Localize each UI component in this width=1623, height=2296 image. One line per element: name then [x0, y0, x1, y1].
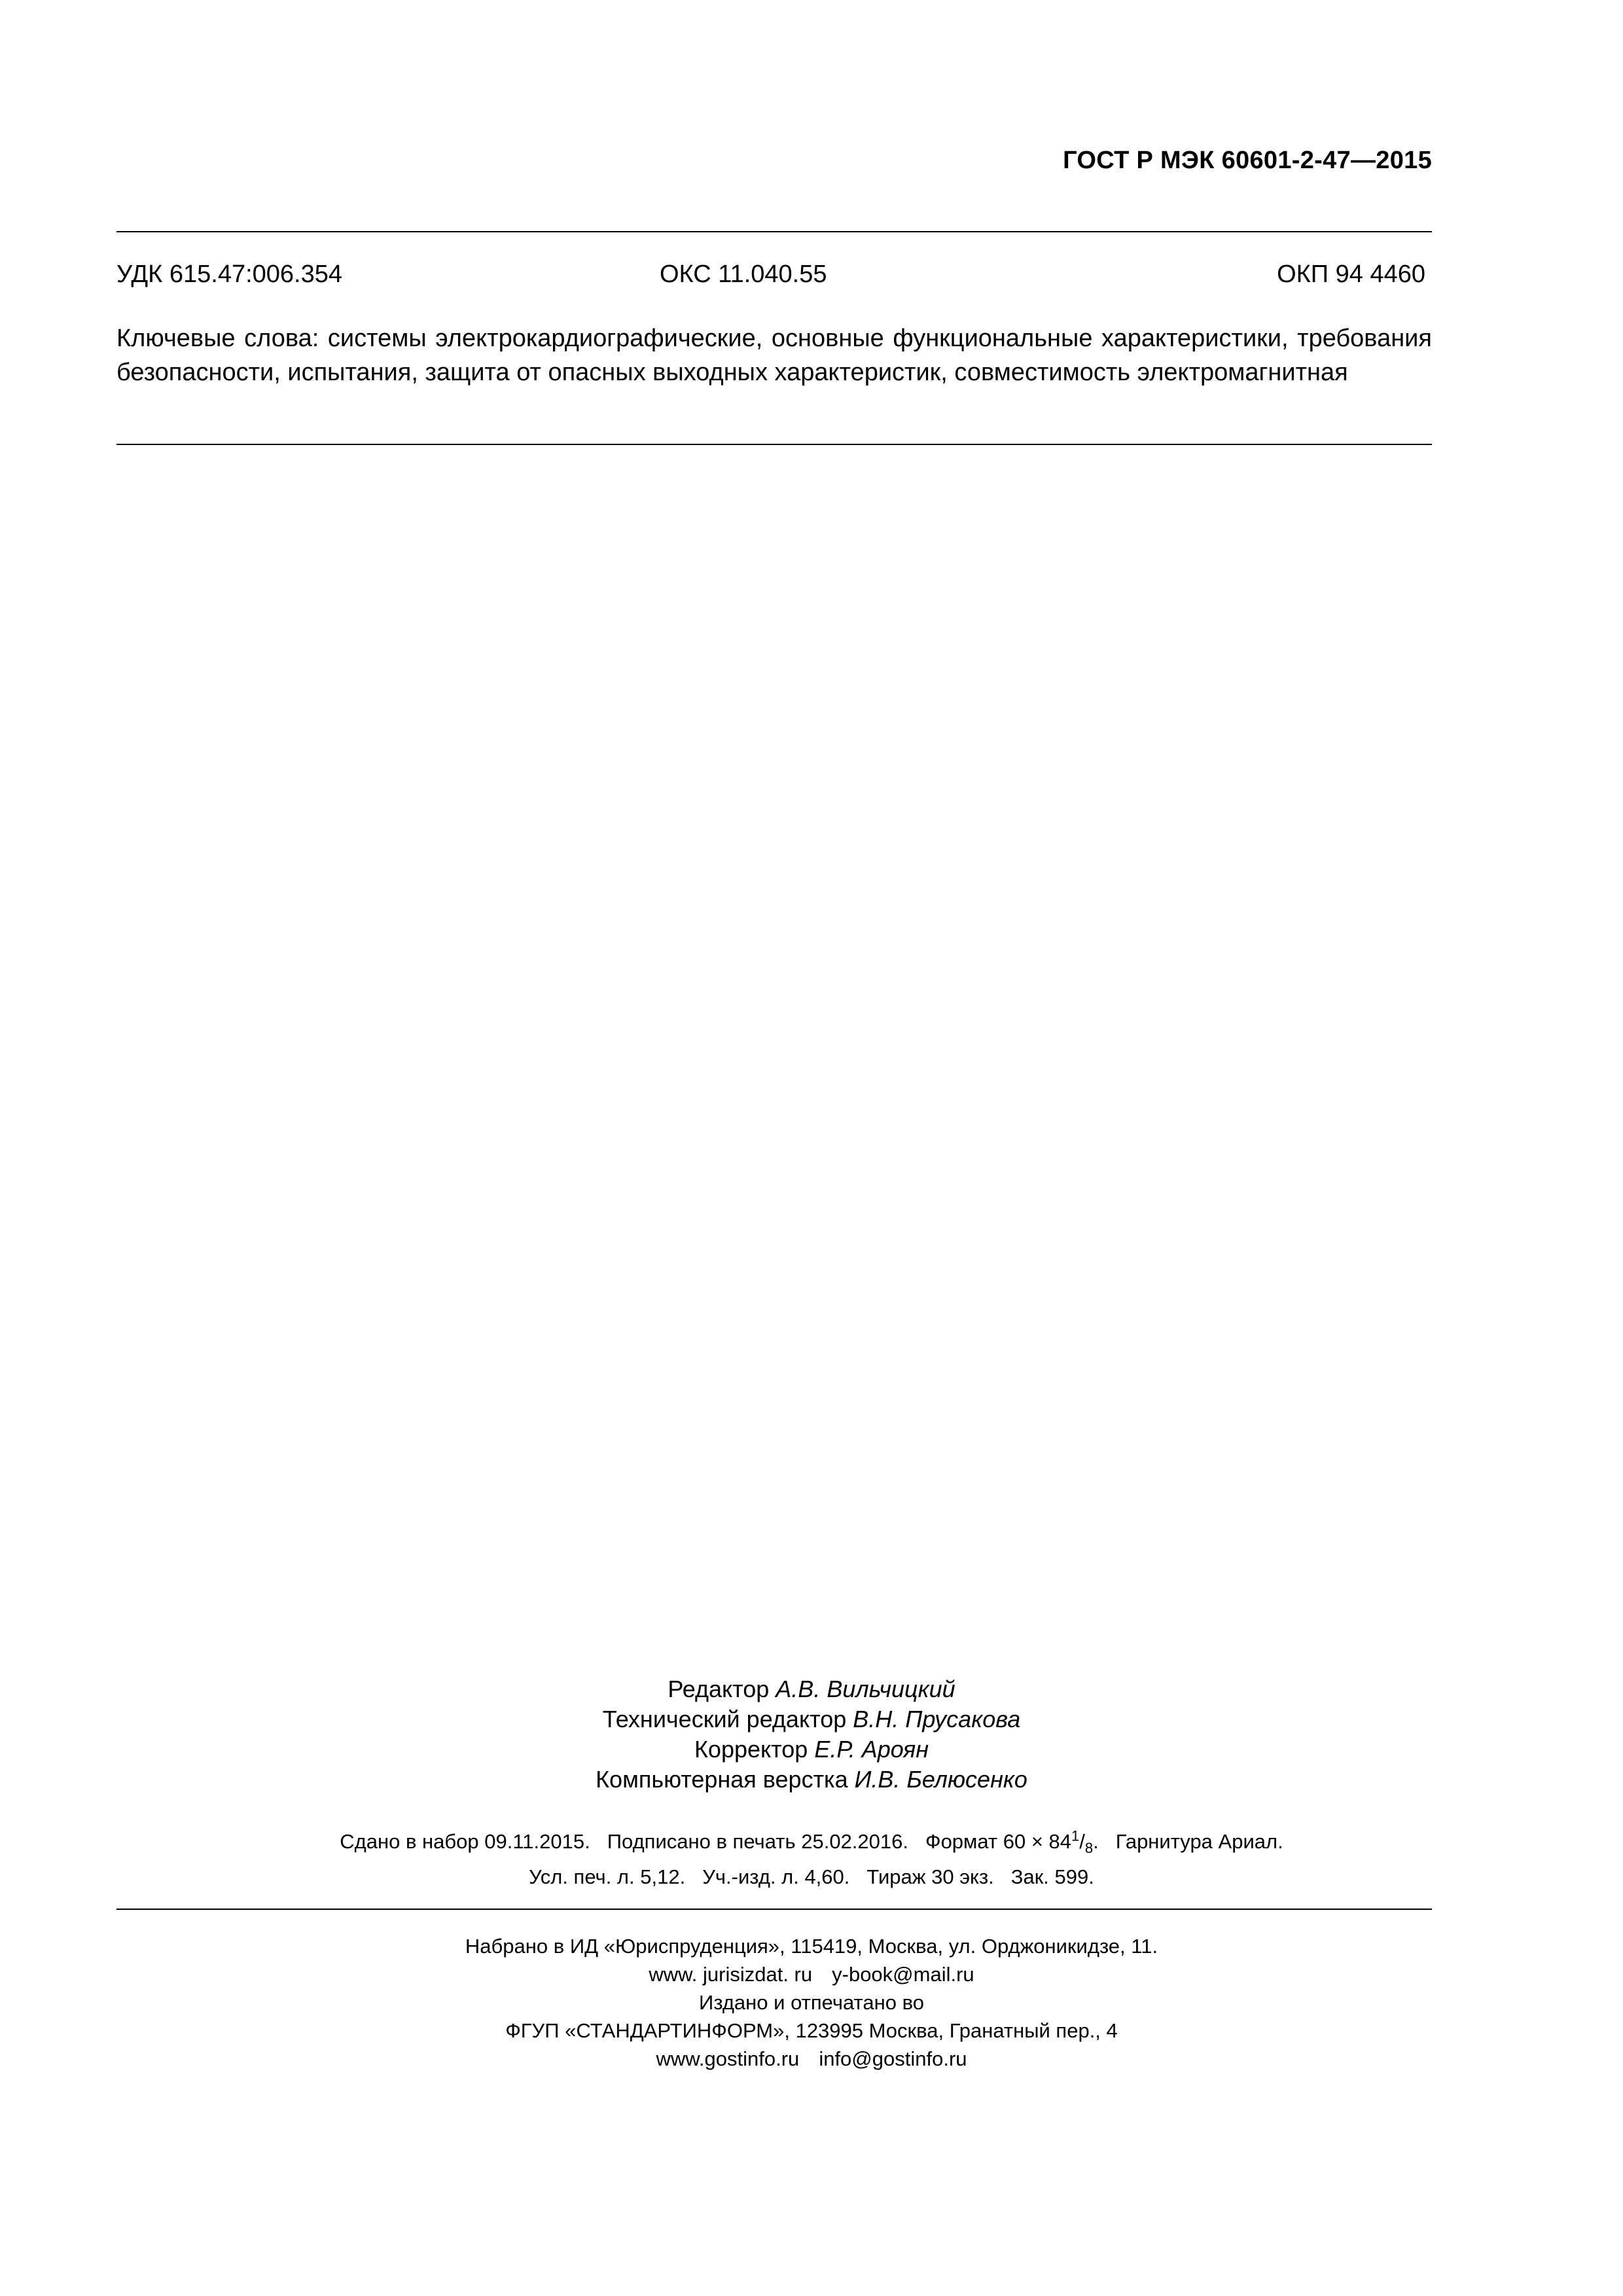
typeset-email-link[interactable]: y-book@mail.ru	[832, 1963, 974, 1986]
credit-role: Корректор	[694, 1736, 808, 1763]
oks-code: ОКС 11.040.55	[660, 260, 827, 288]
imprint-typeface: Гарнитура Ариал.	[1115, 1830, 1283, 1853]
credit-editor	[0, 1674, 1623, 1704]
imprint-order: Зак. 599.	[1010, 1865, 1094, 1888]
udk-code: УДК 615.47:006.354	[116, 260, 343, 288]
credit-layout	[0, 1765, 1623, 1795]
typeset-site-link[interactable]: www. jurisizdat. ru	[649, 1963, 813, 1986]
printed-email-link[interactable]: info@gostinfo.ru	[819, 2047, 967, 2070]
credit-role: Технический редактор	[602, 1706, 847, 1732]
imprint-line-1	[0, 1827, 1623, 1857]
credit-person: Е.Р. Ароян	[814, 1736, 929, 1763]
credit-role: Компьютерная верстка	[596, 1766, 848, 1793]
printed-label: Издано и отпечатано во	[699, 1991, 924, 2014]
printed-contacts	[0, 2045, 1623, 2073]
okp-code: ОКП 94 4460	[1277, 260, 1425, 288]
keywords-divider	[116, 444, 1432, 445]
printed-by: ФГУП «СТАНДАРТИНФОРМ», 123995 Москва, Гранатный пер., 4	[505, 2019, 1118, 2042]
imprint-circulation: Тираж 30 экз.	[866, 1865, 994, 1888]
credit-proofreader	[0, 1734, 1623, 1765]
imprint-submitted: Сдано в набор 09.11.2015.	[340, 1830, 590, 1853]
typeset-contacts	[0, 1960, 1623, 1988]
credit-person: В.Н. Прусакова	[853, 1706, 1021, 1732]
standard-code: ГОСТ Р МЭК 60601-2-47—2015	[1063, 147, 1432, 174]
publisher-block	[0, 1932, 1623, 2073]
imprint-line-2	[0, 1865, 1623, 1889]
credit-role: Редактор	[668, 1676, 770, 1702]
keywords-paragraph: Ключевые слова: системы электрокардиографические, основные функциональные характеристики, требования безопасности, испытания, защита от опасных выходных характеристик, совместимость электромагнитная	[116, 325, 1432, 386]
imprint-print-sheets: Усл. печ. л. 5,12.	[529, 1865, 686, 1888]
printed-site-link[interactable]: www.gostinfo.ru	[656, 2047, 800, 2070]
credit-person: И.В. Белюсенко	[854, 1766, 1027, 1793]
imprint-signed: Подписано в печать 25.02.2016.	[607, 1830, 908, 1853]
credit-technical-editor	[0, 1704, 1623, 1734]
imprint-divider	[116, 1909, 1432, 1910]
imprint-format: Формат $60 \times 84^1/_8$.	[925, 1827, 1099, 1857]
credit-person: А.В. Вильчицкий	[776, 1676, 955, 1702]
credits-block	[0, 1674, 1623, 1795]
imprint-pub-sheets: Уч.-изд. л. 4,60.	[702, 1865, 850, 1888]
typeset-by: Набрано в ИД «Юриспруденция», 115419, Москва, ул. Орджоникидзе, 11.	[465, 1935, 1158, 1958]
header-divider	[116, 231, 1432, 232]
